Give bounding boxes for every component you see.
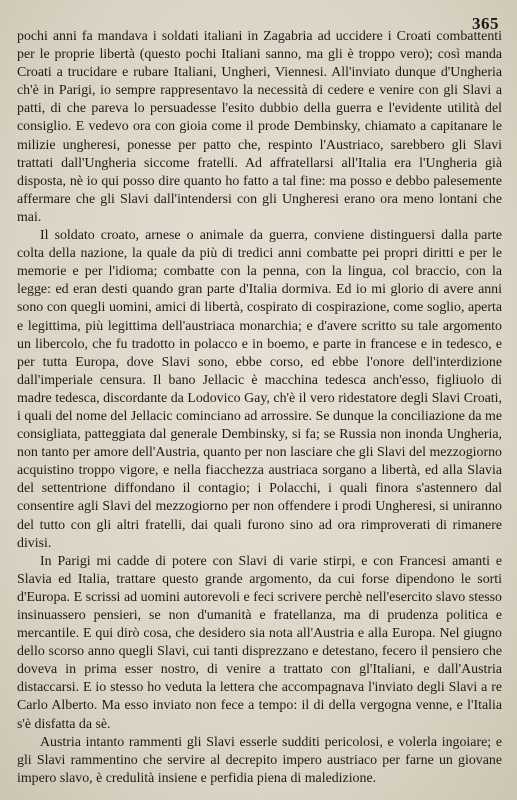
paragraph: In Parigi mi cadde di potere con Slavi di varie stirpi, e con Francesi amanti e Slavia ed Italia, trattare questo grande argomento, da cui forse dipendono le sorti d'Europa. E scrissi ad uomini autorevoli e feci scrivere perchè nell'esercito slavo stesso insinuassero pensieri, se non d'umanità e fratellanza, ma di prudenza politica e mercantile. E qui dirò cosa, che desidero sia nota all'Austria e alla Europa. Nel giugno dello scorso anno quegli Slavi, cui tanti disprezzano e detestano, fecero il pensiero che doveva in prima esser nostro, di venire a trattato con gl'Italiani, e dall'Austria distaccarsi. E io stesso ho veduta la lettera che accompagnava l'inviato degli Slavi a re Carlo Alberto. Ma esso inviato non fece a tempo: il di della vergogna venne, e l'Italia s'è disfatta da sè.: [17, 553, 502, 732]
paragraph: Austria intanto rammenti gli Slavi esserle sudditi pericolosi, e volerla ingoiare; e gli Slavi rammentino che servire al decrepito impero austriaco per farne un giovane impero slavo, è credulità insiene e perfidia piena di maledizione.: [17, 734, 502, 786]
paragraph: pochi anni fa mandava i soldati italiani in Zagabria ad uccidere i Croati combattenti per le proprie libertà (questo pochi Italiani sanno, ma gli è troppo vero); così manda Croati a trucidare e rubare Italiani, Ungheri, Viennesi. All'inviato dunque d'Ungheria ch'è in Parigi, io sempre rappresentavo la necessità di cedere e venire con gli Slavi a patti, di che pareva lo persuadesse l'esito dubbio della guerra e l'evidente utilità del consiglio. E vedevo ora con gioia come il prode Dembinsky, chiamato a capitanare le milizie ungheresi, ponesse per patto che, respinto l'Austriaco, sarebbero gli Slavi trattati dall'Ungheria siccome fratelli. Ad affratellarsi all'Italia era l'Ungheria già disposta, nè io qui posso dire quanto ho fatto a tal fine: ma posso e debbo palesemente affermare che gli Slavi dall'intendersi con gli Ungheresi erano ora meno lontani che mai.: [17, 29, 502, 225]
page-number: 365: [472, 14, 499, 33]
paragraph: Il soldato croato, arnese o animale da guerra, conviene distinguersi dalla parte colta della nazione, la quale da più di tredici anni combatte pei propri diritti e per le memorie e per l'idioma; combatte con la penna, con la lingua, col braccio, con la legge: ed eran desti quando gran parte d'Italia dormiva. Ed io mi glorio di avere anni sono con quegli uomini, amici di libertà, cospirato di cospirazione, come soglio, aperta e legittima, più legittima dell'austriaca monarchia; e d'avere scritto su tale argomento un libercolo, che fu tradotto in polacco e in boemo, e parte in francese e in tedesco, e per tutta Europa, dove Slavi sono, ebbe corso, ed ebbe l'onore dell'interdizione dall'imperiale censura. Il bano Jellacic è macchina tedesca anch'esso, figliuolo di madre tedesca, discordante da Lodovico Gay, ch'è il vero ridestatore degli Slavi Croati, i quali del nome del Jellacic cominciano ad arrossire. Se dunque la conciliazione da me consigliata, patteggiata dal generale Dembinsky, si fa; se Russia non inonda Ungheria, non tanto per amore dell'Austria, quanto per non lasciare che gli Slavi del mezzogiorno acquistino troppo vigore, e nella fiacchezza austriaca sorgano a libertà, ed alla Slavia del settentrione diffondano il contagio; i Polacchi, i quali finora s'astennero dal consentire agli Slavi del mezzogiorno per non offendere i prodi Ungheresi, si uniranno del tutto con gli altri fratelli, dai quali furono sino ad ora rimproverati di rimanere divisi.: [17, 228, 502, 551]
body-text: [17, 28, 502, 788]
